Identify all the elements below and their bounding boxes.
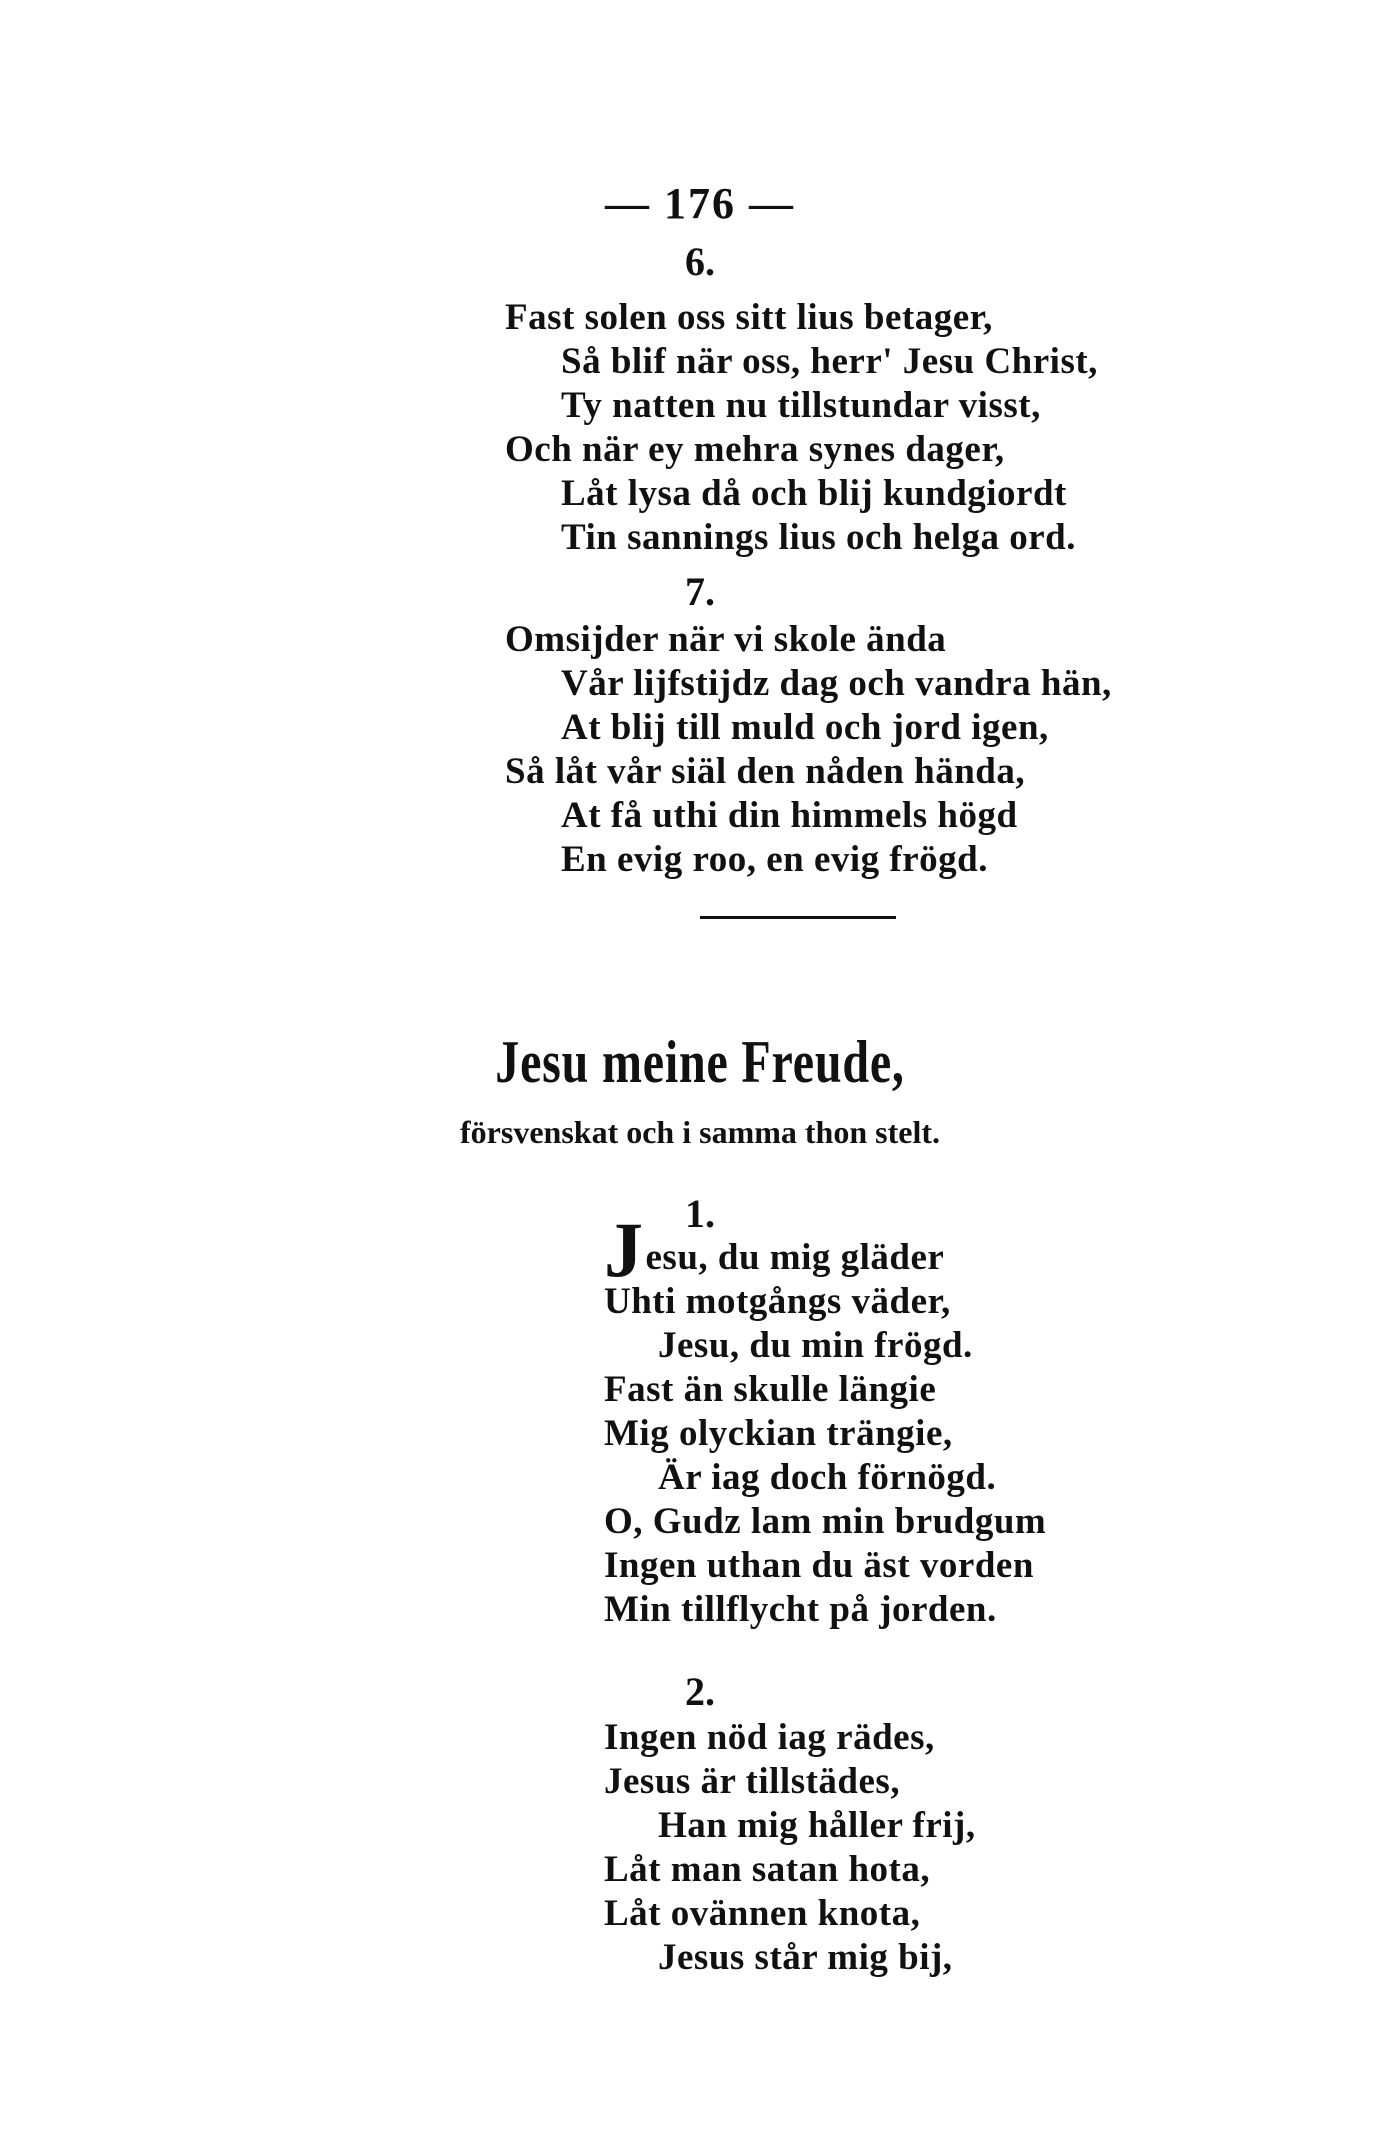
stanza-number: 2. <box>685 1669 715 1714</box>
stanza-number: 7. <box>685 569 715 614</box>
verse-line: Är iag doch förnögd. <box>658 1457 997 1498</box>
verse-line: Omsijder när vi skole ända <box>505 619 947 660</box>
verse-line: Tin sannings lius och helga ord. <box>561 517 1076 558</box>
stanza-number: 6. <box>685 239 715 284</box>
verse-line: Jesus är tillstädes, <box>604 1761 901 1802</box>
verse-line: At blij till muld och jord igen, <box>561 707 1049 748</box>
stanza <box>604 1716 976 1980</box>
verse-line: Fast än skulle längie <box>604 1369 937 1410</box>
verse-line: Jesus står mig bij, <box>658 1937 953 1978</box>
verse-line: Fast solen oss sitt lius betager, <box>505 297 993 338</box>
stanza <box>604 1206 1047 1632</box>
stanza-number: 1. <box>685 1191 715 1236</box>
verse-line: Jesu, du min frögd. <box>658 1325 973 1366</box>
verse-line: Ingen nöd iag rädes, <box>604 1717 935 1758</box>
verse-line-text: esu, du mig gläder <box>645 1237 945 1278</box>
hymn-subtitle: försvenskat och i samma thon stelt. <box>460 1114 940 1150</box>
verse-line: Han mig håller frij, <box>658 1805 976 1846</box>
verse-line: Så blif när oss, herr' Jesu Christ, <box>561 341 1098 382</box>
verse-line: En evig roo, en evig frögd. <box>561 839 988 880</box>
verse-line: Min tillflycht på jorden. <box>604 1589 997 1630</box>
hymn-title: Jesu meine Freude, <box>495 1029 905 1095</box>
verse-line: Och när ey mehra synes dager, <box>505 429 1005 470</box>
verse-line: Låt lysa då och blij kundgiordt <box>561 473 1067 514</box>
section-divider <box>700 916 896 919</box>
verse-line <box>604 1206 1046 1293</box>
verse-line: Låt ovännen knota, <box>604 1893 921 1934</box>
verse-line: O, Gudz lam min brudgum <box>604 1501 1047 1542</box>
drop-cap: J <box>604 1206 644 1293</box>
verse-line: Ty natten nu tillstundar visst, <box>561 385 1041 426</box>
verse-line: Så låt vår siäl den nåden hända, <box>505 751 1026 792</box>
verse-line: Uhti motgångs väder, <box>604 1281 951 1322</box>
verse-line: Låt man satan hota, <box>604 1849 931 1890</box>
stanza <box>505 296 1098 560</box>
verse-line: At få uthi din himmels högd <box>561 795 1018 836</box>
verse-line: Ingen uthan du äst vorden <box>604 1545 1034 1586</box>
page-number: — 176 — <box>605 179 795 228</box>
verse-line: Mig olyckian trängie, <box>604 1413 953 1454</box>
stanza <box>505 618 1112 882</box>
verse-line: Vår lijfstijdz dag och vandra hän, <box>561 663 1112 704</box>
